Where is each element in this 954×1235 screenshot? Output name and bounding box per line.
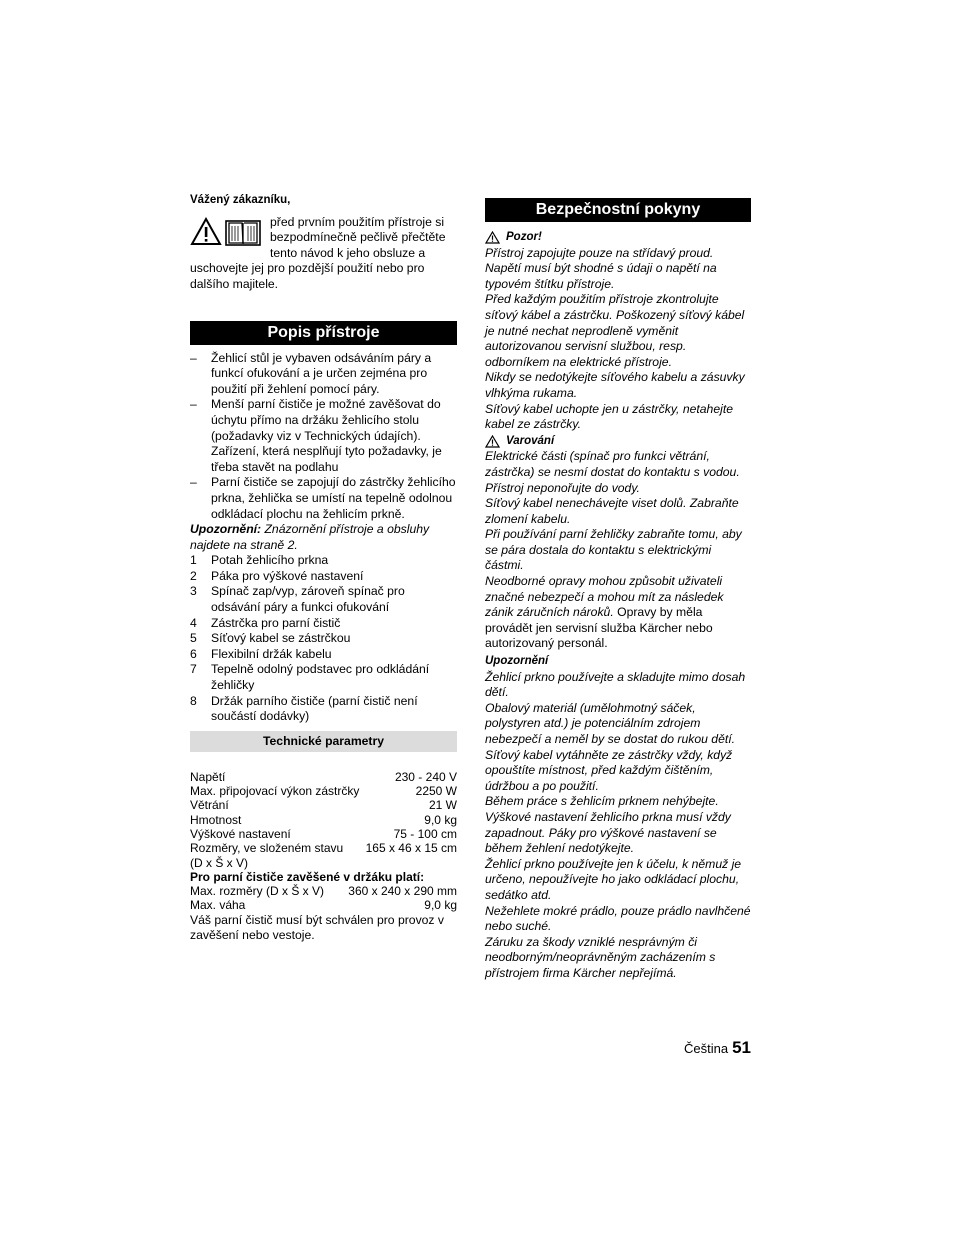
part-label: Tepelně odolný podstavec pro odkládání žehličky bbox=[211, 662, 430, 693]
part-item bbox=[190, 553, 457, 569]
caution-paragraph: Nikdy se nedotýkejte síťového kabelu a zásuvky vlhkýma rukama. bbox=[485, 370, 745, 400]
part-number: 3 bbox=[190, 584, 197, 599]
warning-paragraph: Síťový kabel nenechávejte viset dolů. Zabraňte zlomení kabelu. bbox=[485, 496, 739, 526]
footer-language: Čeština bbox=[684, 1041, 729, 1056]
warning-paragraph: Elektrické části (spínač pro funkci větrání, zástrčka) se nesmí dostat do kontaktu s vodou. Přístroj neponořujte do vody. bbox=[485, 449, 740, 495]
notice-paragraph: Záruku za škody vzniklé nesprávným či neodborným/neoprávněným zacházením s přístrojem firma Kärcher nepřejímá. bbox=[485, 934, 716, 980]
spec-footnote: Váš parní čistič musí být schválen pro provoz v zavěšení nebo vestoje. bbox=[190, 912, 445, 943]
spec-row bbox=[190, 784, 457, 798]
bullet-dash: – bbox=[190, 397, 197, 412]
manual-book-icon bbox=[226, 221, 260, 245]
intro-block bbox=[190, 215, 457, 293]
spec-value: 2250 W bbox=[415, 784, 457, 799]
spec-table bbox=[190, 770, 457, 944]
notice-paragraph: Žehlicí prkno používejte jen k účelu, k němuž je určeno, nepoužívejte ho jako odkládací plochu, sedátko atd. bbox=[485, 856, 742, 902]
page-number: 51 bbox=[732, 1038, 751, 1057]
part-item bbox=[190, 647, 457, 663]
spec-value: 360 x 240 x 290 mm bbox=[348, 884, 457, 899]
part-label: Flexibilní držák kabelu bbox=[211, 646, 332, 661]
spec-label: Max. připojovací výkon zástrčky bbox=[190, 784, 360, 799]
bullet-dash: – bbox=[190, 475, 197, 490]
intro-icons bbox=[190, 217, 264, 247]
warning-triangle-icon bbox=[485, 435, 500, 448]
spec-label: Max. rozměry (D x Š x V) bbox=[190, 884, 325, 899]
spec-value: 9,0 kg bbox=[424, 812, 457, 827]
part-label: Páka pro výškové nastavení bbox=[211, 568, 364, 583]
spec-value: 165 x 46 x 15 cm bbox=[365, 841, 457, 856]
repair-paragraph bbox=[485, 574, 751, 652]
caution-heading bbox=[485, 230, 751, 246]
notice-label: Upozornění bbox=[485, 655, 549, 668]
part-number: 6 bbox=[190, 646, 197, 661]
description-list bbox=[190, 351, 457, 523]
part-label: Potah žehlicího prkna bbox=[211, 553, 329, 568]
spec-subheading: Pro parní čističe zavěšené v držáku platí: bbox=[190, 869, 425, 884]
section-title-safety: Bezpečnostní pokyny bbox=[485, 198, 751, 222]
list-item bbox=[190, 397, 457, 475]
warning-heading bbox=[485, 434, 751, 450]
part-item bbox=[190, 584, 457, 615]
caution-paragraph: Síťový kabel uchopte jen u zástrčky, netahejte kabel ze zástrčky. bbox=[485, 401, 733, 432]
notice-paragraph: Žehlicí prkno používejte a skladujte mimo dosah dětí. bbox=[485, 669, 746, 700]
spec-row bbox=[190, 798, 457, 812]
warning-label: Varování bbox=[506, 434, 555, 447]
warning-triangle-icon bbox=[192, 219, 220, 244]
part-number: 5 bbox=[190, 631, 197, 646]
spec-label: Hmotnost bbox=[190, 812, 242, 827]
spec-value: 21 W bbox=[428, 798, 457, 813]
part-number: 2 bbox=[190, 568, 197, 583]
spec-label: Větrání bbox=[190, 798, 229, 813]
notice-paragraph: Nežehlete mokré prádlo, pouze prádlo navlhčené nebo suché. bbox=[485, 903, 751, 934]
repair-italic: Neodborné opravy mohou způsobit uživateli značné nebezpečí a mohou mít za následek zánik záručních nároků. bbox=[485, 574, 724, 620]
spec-label: Max. váha bbox=[190, 898, 246, 913]
notice-paragraph: Výškové nastavení žehlicího prkna musí vždy zapadnout. Páky pro výškové nastavení se během žehlení nedotýkejte. bbox=[485, 809, 731, 856]
list-item bbox=[190, 351, 457, 398]
page-footer bbox=[600, 1038, 751, 1058]
greeting: Vážený zákazníku, bbox=[190, 194, 291, 206]
spec-label: Výškové nastavení bbox=[190, 827, 291, 841]
note-text: Znázornění přístroje a obsluhy najdete na straně 2. bbox=[190, 522, 430, 552]
caution-paragraph: Přístroj zapojujte pouze na střídavý proud. Napětí musí být shodné s údaji o napětí na typovém štítku přístroje. bbox=[485, 245, 717, 291]
notice-paragraph: Obalový materiál (umělohmotný sáček, polystyren atd.) je potenciálním zdrojem nebezpečí a neměl by se dostat do rukou dětí. bbox=[485, 700, 736, 746]
list-item-text: Menší parní čističe je možné zavěšovat do úchytu přímo na držáku žehlicího stolu (požadavky viz v Technických údajích). Zařízení, která nesplňují tyto požadavky, je třeba stavět na podlahu bbox=[211, 397, 442, 474]
spec-label: Rozměry, ve složeném stavu (D x Š x V) bbox=[190, 841, 344, 870]
caution-paragraph: Před každým použitím přístroje zkontrolujte síťový kábel a zástrčku. Poškozený síťový kábel je nutné nechat neprodleně vyměnit autorizovanou servisní službou, resp. odborníkem na elektrické přístroje. bbox=[485, 292, 745, 369]
part-item bbox=[190, 694, 457, 725]
spec-row bbox=[190, 770, 457, 784]
spec-label: Napětí bbox=[190, 769, 226, 784]
part-label: Síťový kabel se zástrčkou bbox=[211, 631, 351, 646]
spec-row bbox=[190, 841, 457, 870]
list-item bbox=[190, 475, 457, 522]
note-label: Upozornění: bbox=[190, 522, 262, 537]
part-number: 8 bbox=[190, 693, 197, 708]
left-column bbox=[190, 193, 457, 944]
part-number: 1 bbox=[190, 553, 197, 568]
warning-paragraph: Při používání parní žehličky zabraňte tomu, aby se pára dostala do kontaktu s elektrickými částmi. bbox=[485, 527, 742, 573]
parts-list bbox=[190, 553, 457, 725]
part-label: Zástrčka pro parní čistič bbox=[211, 615, 341, 630]
part-item bbox=[190, 662, 457, 693]
intro-text: před prvním použitím přístroje si bezpodmínečně pečlivě přečtěte tento návod k jeho obsluze a uschovejte jej pro pozdější použití nebo pro dalšího majitele. bbox=[190, 214, 446, 291]
part-label: Držák parního čističe (parní čistič není součástí dodávky) bbox=[211, 693, 418, 724]
part-number: 7 bbox=[190, 662, 197, 677]
tech-params-title: Technické parametry bbox=[190, 731, 457, 752]
part-number: 4 bbox=[190, 615, 197, 630]
note-illustration bbox=[190, 522, 457, 553]
bullet-dash: – bbox=[190, 350, 197, 365]
notice-paragraph: Síťový kabel vytáhněte ze zástrčky vždy, když opouštíte místnost, před každým čištěním, údržbou a po použití. bbox=[485, 747, 733, 793]
part-item bbox=[190, 569, 457, 585]
section-title-description: Popis přístroje bbox=[190, 321, 457, 345]
notice-heading bbox=[485, 654, 751, 670]
notice-paragraph: Během práce s žehlicím prknem nehýbejte. bbox=[485, 794, 719, 809]
spec-value: 75 - 100 cm bbox=[393, 827, 457, 841]
part-item bbox=[190, 616, 457, 632]
right-column bbox=[485, 198, 751, 982]
spec-row bbox=[190, 898, 457, 912]
caution-label: Pozor! bbox=[506, 231, 542, 243]
list-item-text: Parní čističe se zapojují do zástrčky žehlicího prkna, žehlička se umístí na tepelně odolnou odkládací plochu na žehlicím prkně. bbox=[211, 475, 456, 521]
list-item-text: Žehlicí stůl je vybaven odsáváním páry a funkcí ofukování a je určen zejména pro použití při žehlení pomocí páry. bbox=[211, 350, 432, 396]
repair-normal: Opravy by měla provádět jen servisní služba Kärcher nebo autorizovaný personál. bbox=[485, 605, 713, 651]
part-label: Spínač zap/vyp, zároveň spínač pro odsávání páry a funkci ofukování bbox=[211, 584, 405, 615]
spec-row bbox=[190, 884, 457, 898]
spec-value: 230 - 240 V bbox=[394, 769, 457, 784]
spec-value: 9,0 kg bbox=[424, 898, 457, 913]
spec-row bbox=[190, 813, 457, 827]
part-item bbox=[190, 631, 457, 647]
spec-row bbox=[190, 827, 457, 841]
warning-triangle-icon bbox=[485, 231, 500, 244]
